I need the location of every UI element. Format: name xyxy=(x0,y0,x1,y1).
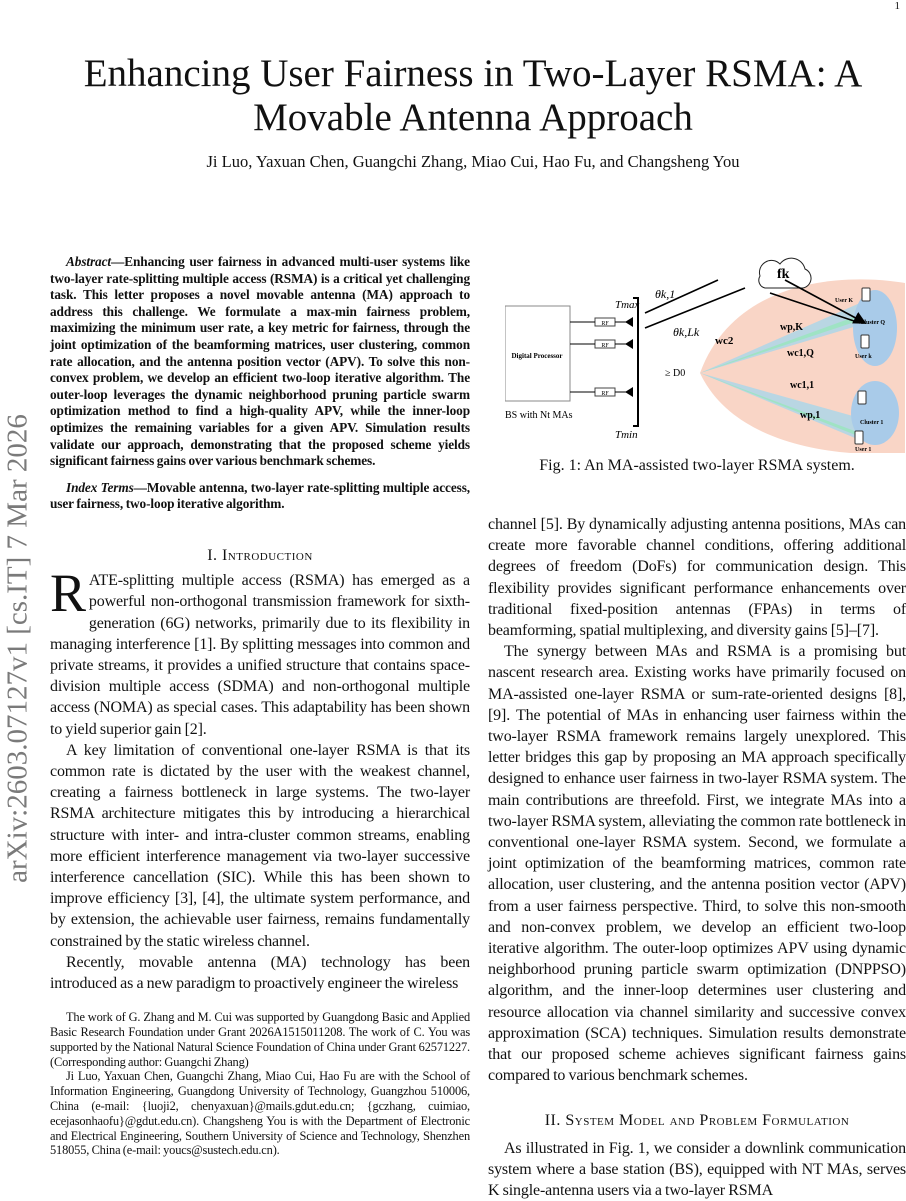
theta-klk-label: θk,Lk xyxy=(673,325,700,339)
abstract-label: Abstract xyxy=(66,254,112,269)
author-list: Ji Luo, Yaxuan Chen, Guangchi Zhang, Miao Cui, Hao Fu, and Changsheng You xyxy=(206,152,740,171)
rf-label: RF xyxy=(601,321,609,327)
section-heading-introduction: I. Introduction xyxy=(207,546,313,564)
system-model-figure xyxy=(505,248,905,453)
wpK-label: wp,K xyxy=(780,322,804,333)
user-k-label: User k xyxy=(855,354,872,360)
index-terms xyxy=(50,480,470,513)
user-K-label: User K xyxy=(835,298,854,304)
drop-cap: R xyxy=(50,563,86,624)
intro-paragraph-3-continued: channel [5]. By dynamically adjusting antenna positions, MAs can create more favorable channel conditions, offering additional degrees of freedom (DoFs) for communication design. This flexibility provides significant performance enhancements over traditional fixed-position antennas (FPAs) in terms of beamforming, spatial multiplexing, and diversity gains [5]–[7]. xyxy=(488,516,906,640)
intro-paragraph-4: The synergy between MAs and RSMA is a promising but nascent research area. Existing works have primarily focused on MA-assisted one-layer RSMA or sum-rate-oriented designs [8], [9]. The potential of MAs in enhancing user fairness within the two-layer RSMA framework remains largely unexplored. This letter bridges this gap by proposing an MA approach specifically designed to enhance user fairness in two-layer RSMA system. The main contributions are threefold. First, we integrate MAs into a two-layer RSMA system, alleviating the common rate bottleneck in conventional one-layer RSMA system. Second, we formulate a joint optimization of the beamforming matrices, common rate allocation, user clustering, and the antenna position vector (APV) from a user fairness perspective. Third, to solve this non-smooth and non-convex problem, we develop an efficient two-loop iterative algorithm. The outer-loop optimizes APV using dynamic neighborhood pruning particle swarm optimization (DNPPSO) algorithm, and the inner-loop determines user clustering and resource allocation via channel similarity and successive convex approximation (SCA) techniques. Simulation results demonstrate that our proposed scheme achieves significant fairness gains compared to various benchmark schemes. xyxy=(488,643,906,1085)
wc2-label: wc2 xyxy=(715,335,734,347)
arxiv-watermark: arXiv:2603.07127v1 [cs.IT] 7 Mar 2026 xyxy=(1,414,34,883)
page-number: 1 xyxy=(894,0,900,12)
abstract-text: —Enhancing user fairness in advanced multi-user systems like two-layer rate-splitting multiple access (RSMA) is a critical yet challenging task. This letter proposes a novel movable antenna (MA) approach to address this challenge. We formulate a max-min fairness problem, maximizing the minimum user rate, a key metric for fairness, through the joint optimization of the beamforming matrices, user clustering, common rate allocation, and the antenna position vector (APV). To solve this non-convex problem, we develop an efficient two-loop iterative algorithm. The outer-loop leverages the dynamic neighborhood pruning particle swarm optimization method to find a high-quality APV, while the inner-loop optimizes the remaining variables for a given APV. Simulation results validate our approach, demonstrating that the proposed scheme yields significant fairness gains over various benchmark schemes. xyxy=(50,254,470,469)
intro-paragraph-2: A key limitation of conventional one-layer RSMA is that its common rate is dictated by the user with the weakest channel, creating a fairness bottleneck in large systems. The two-layer RSMA architecture mitigates this by introducing a hierarchical structure with inter- and intra-cluster common streams, enabling more efficient interference management via two-layer successive interference cancellation (SIC). While this has been shown to improve efficiency [3], [4], the ultimate system performance, and by extension, the achievable user fairness, remains fundamentally constrained by the static wireless channel. xyxy=(50,741,470,950)
rf-chains xyxy=(570,298,638,426)
rf-label: RF xyxy=(601,391,609,397)
footnote-funding: The work of G. Zhang and M. Cui was supported by Guangdong Basic and Applied Basic Research Foundation under Grant 2026A1515011208. The work of C. You was supported by the National Natural Science Foundation of China under Grant 62571227. (Corresponding author: Guangchi Zhang) xyxy=(50,1010,470,1069)
bs-label: BS with Nt MAs xyxy=(505,410,573,421)
section-heading-system-model: II. System Model and Problem Formulation xyxy=(544,1112,850,1130)
cluster-Q-label: Cluster Q xyxy=(860,320,886,326)
tmax-label: Tmax xyxy=(615,299,640,311)
intro-paragraph-1 xyxy=(50,563,470,740)
index-terms-label: Index Terms xyxy=(66,479,134,495)
tmin-label: Tmin xyxy=(615,429,638,441)
figure-caption: Fig. 1: An MA-assisted two-layer RSMA system. xyxy=(539,457,855,474)
d0-label: ≥ D0 xyxy=(665,368,686,379)
cluster-1-label: Cluster 1 xyxy=(860,420,884,426)
intro-paragraph-1-text: ATE-splitting multiple access (RSMA) has emerged as a powerful non-orthogonal transmission framework for sixth-generation (6G) networks, primarily due to its flexibility in managing interference [1]. By splitting messages into common and private streams, it provides a unified structure that contains space-division multiple access (SDMA) and non-orthogonal multiple access (NOMA) as special cases. This adaptability has been shown to yield superior gain [2]. xyxy=(50,572,470,738)
wc1Q-label: wc1,Q xyxy=(787,348,814,359)
wp1-label: wp,1 xyxy=(800,410,821,421)
intro-paragraph-3: Recently, movable antenna (MA) technology has been introduced as a new paradigm to proactively engineer the wireless xyxy=(50,953,470,992)
rf-label: RF xyxy=(601,343,609,349)
wc11-label: wc1,1 xyxy=(790,380,815,391)
theta-k1-label: θk,1 xyxy=(655,287,676,301)
abstract xyxy=(50,254,470,470)
system-model-paragraph-1: As illustrated in Fig. 1, we consider a downlink communication system where a base station (BS), equipped with NT MAs, serves K single-antenna users via a two-layer RSMA xyxy=(488,1139,906,1200)
index-terms-text: —Movable antenna, two-layer rate-splitting multiple access, user fairness, two-loop iterative algorithm. xyxy=(50,479,470,512)
left-column xyxy=(50,254,470,1158)
fk-label: fk xyxy=(777,267,790,282)
paper-title: Enhancing User Fairness in Two-Layer RSMA: A Movable Antenna Approach xyxy=(83,52,863,139)
right-column xyxy=(488,514,906,1201)
user-1-label: User 1 xyxy=(855,447,872,453)
digital-processor-label: Digital Processor xyxy=(511,352,563,360)
footnote-affiliations: Ji Luo, Yaxuan Chen, Guangchi Zhang, Miao Cui, Hao Fu are with the School of Information Engineering, Guangdong University of Technology, Guangzhou 510006, China (e-mail: {luoji2, chenyaxuan}@mails.gdut.edu.cn; {gczhang, cuimiao, ecejasonhaofu}@gdut.edu.cn). Changsheng You is with the Department of Electronic and Electrical Engineering, Southern University of Science and Technology, Shenzhen 518055, China (e-mail: youcs@sustech.edu.cn). xyxy=(50,1069,470,1158)
